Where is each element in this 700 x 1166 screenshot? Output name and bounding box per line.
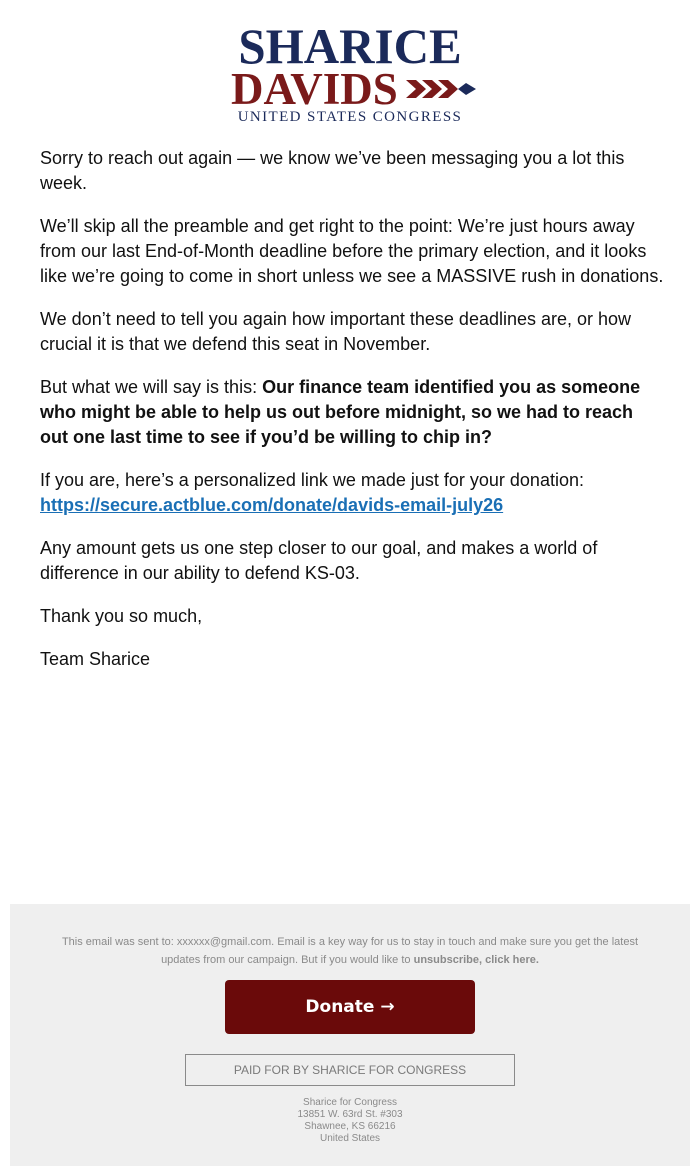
campaign-logo xyxy=(0,20,700,128)
paid-for-disclaimer: PAID FOR BY SHARICE FOR CONGRESS xyxy=(185,1054,515,1086)
paragraph-signature: Team Sharice xyxy=(40,649,151,669)
address-line: 13851 W. 63rd St. #303 xyxy=(297,1109,403,1120)
link-lead-text: If you are, here’s a personalized link we made just for your donation: xyxy=(40,470,584,490)
paragraph-importance: We don’t need to tell you again how important these deadlines are, or how crucial it is that we defend this seat in November. xyxy=(40,309,632,354)
ask-lead-text: But what we will say is this: xyxy=(40,377,263,397)
address-line: United States xyxy=(319,1133,381,1144)
mailing-address xyxy=(10,1097,690,1145)
unsubscribe-link[interactable]: unsubscribe, click here. xyxy=(413,954,539,966)
paragraph-apology: Sorry to reach out again — we know we’ve been messaging you a lot this week. xyxy=(40,148,625,193)
paragraph-thanks: Thank you so much, xyxy=(40,606,203,626)
address-line: Shawnee, KS 66216 xyxy=(304,1121,396,1132)
donation-link[interactable]: https://secure.actblue.com/donate/davids-email-july26 xyxy=(40,495,504,515)
paragraph-goal: Any amount gets us one step closer to our goal, and makes a world of difference in our ability to defend KS-03. xyxy=(40,538,598,583)
email-body xyxy=(40,146,665,690)
logo-subtitle: UNITED STATES CONGRESS xyxy=(237,109,463,125)
address-line: Sharice for Congress xyxy=(303,1097,397,1108)
logo-second-row xyxy=(231,64,478,114)
logo-name-first: SHARICE xyxy=(238,18,462,74)
ask-bold-text: Our finance team identified you as someone who might be able to help us out before midnight, so we had to reach out one last time to see if you’d be willing to chip in? xyxy=(40,377,641,447)
footer-note-text: This email was sent to: xxxxxx@gmail.com. Email is a key way for us to stay in touch and make sure you get the latest updates from our campaign. But if you would like to xyxy=(61,936,639,966)
donate-button[interactable]: Donate → xyxy=(225,980,475,1034)
triple-chevron-arrow-icon xyxy=(406,78,478,105)
paragraph-link xyxy=(40,468,665,518)
paragraph-ask xyxy=(40,375,665,450)
logo-name-last: DAVIDS xyxy=(231,64,398,114)
email-footer xyxy=(10,904,690,1166)
footer-note xyxy=(50,933,650,969)
paragraph-deadline: We’ll skip all the preamble and get right to the point: We’re just hours away from our last End-of-Month deadline before the primary election, and it looks like we’re going to come in short unless we see a MASSIVE rush in donations. xyxy=(40,216,664,286)
